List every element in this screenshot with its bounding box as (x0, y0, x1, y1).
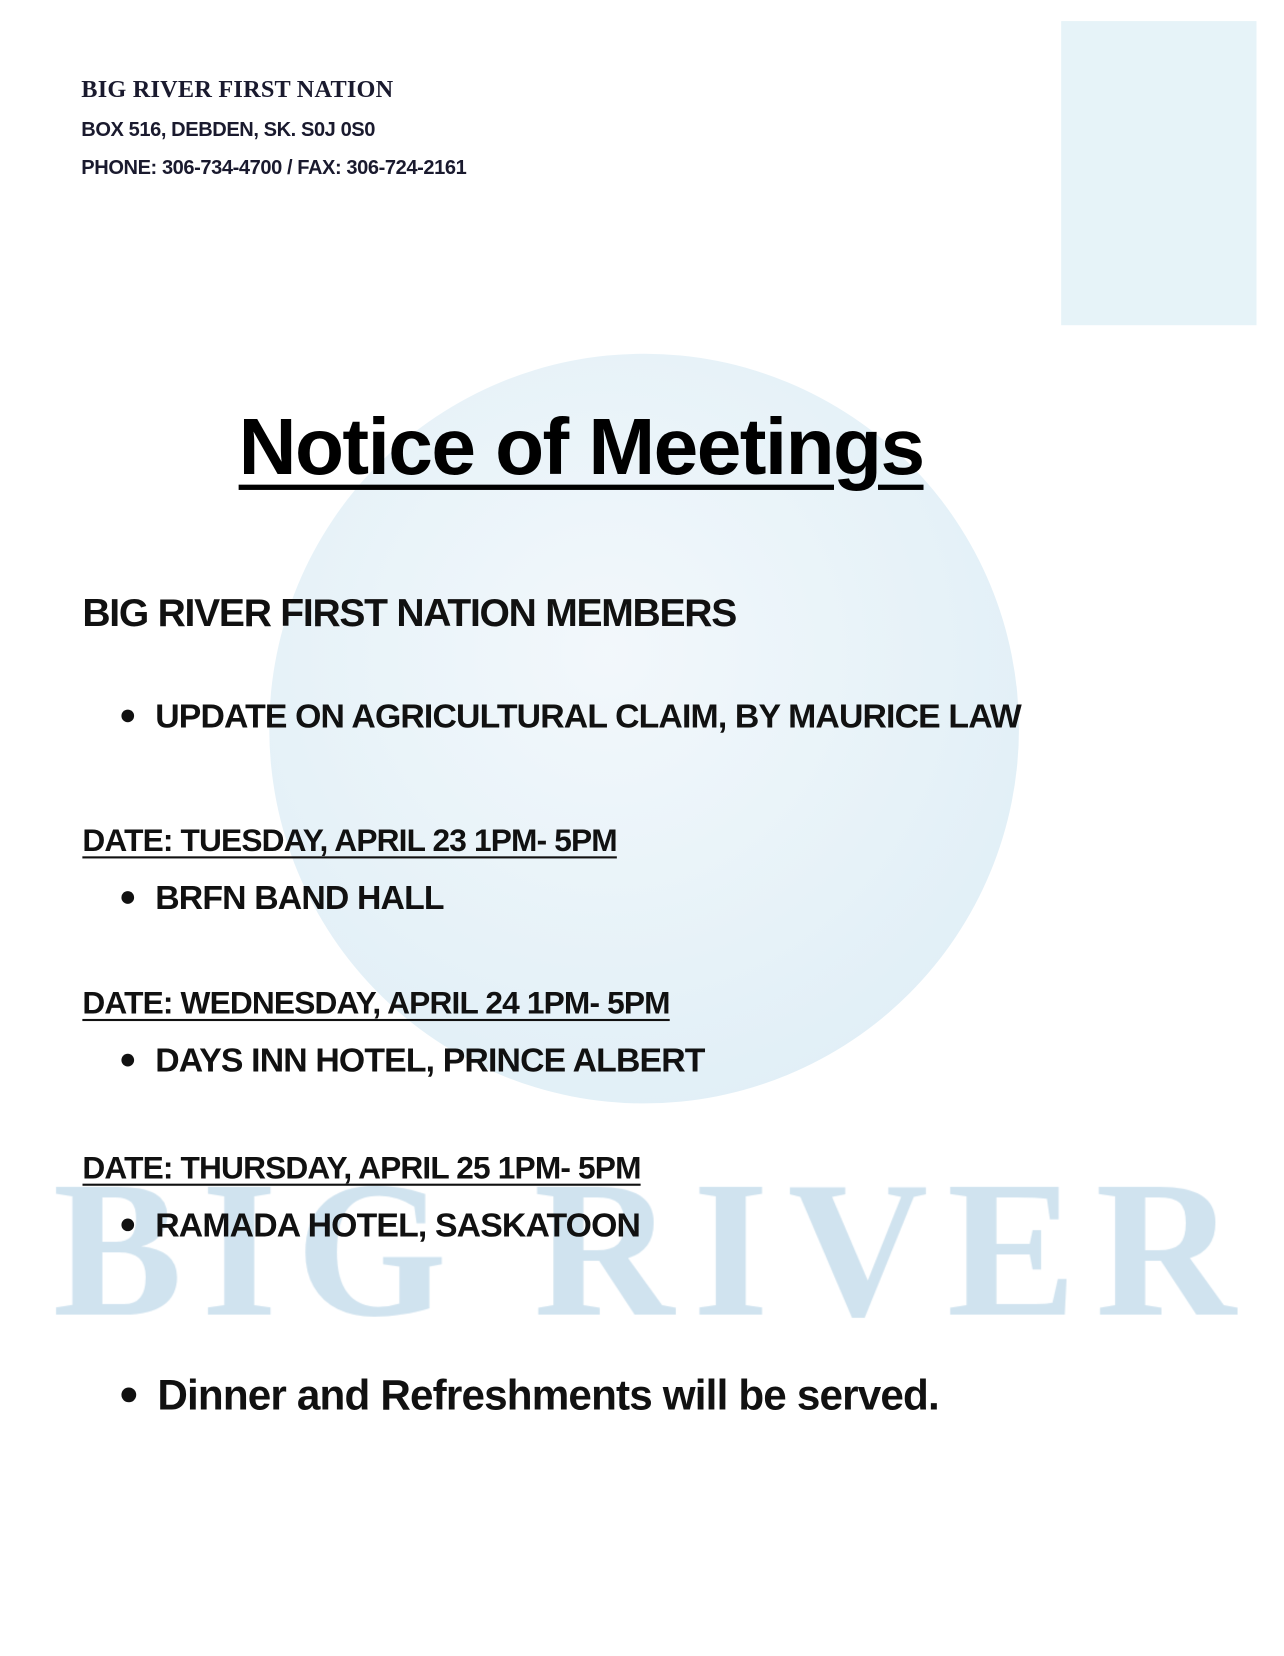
bullet-icon (121, 709, 134, 722)
org-address: BOX 516, DEBDEN, SK. S0J 0S0 (81, 119, 376, 142)
meeting-location-3 (121, 1206, 640, 1245)
topic-item (121, 697, 1021, 736)
org-name: BIG RIVER FIRST NATION (81, 76, 394, 103)
meeting-location-2 (121, 1041, 704, 1080)
refreshments-note (121, 1373, 938, 1421)
audience-heading: BIG RIVER FIRST NATION MEMBERS (82, 591, 737, 635)
bullet-icon (121, 1218, 134, 1231)
page-title: Notice of Meetings (238, 402, 924, 493)
meeting-date-2: DATE: WEDNESDAY, APRIL 24 1PM- 5PM (82, 986, 670, 1022)
topic-text: UPDATE ON AGRICULTURAL CLAIM, BY MAURICE LAW (155, 696, 1021, 735)
refreshments-text: Dinner and Refreshments will be served. (157, 1372, 939, 1420)
location-text: RAMADA HOTEL, SASKATOON (155, 1205, 641, 1244)
meeting-location-1 (121, 879, 443, 918)
bullet-icon (121, 1053, 134, 1066)
org-contact: PHONE: 306-734-4700 / FAX: 306-724-2161 (81, 157, 467, 180)
bullet-icon (121, 891, 134, 904)
location-text: DAYS INN HOTEL, PRINCE ALBERT (155, 1041, 705, 1080)
meeting-date-3: DATE: THURSDAY, APRIL 25 1PM- 5PM (82, 1150, 641, 1186)
meeting-date-1: DATE: TUESDAY, APRIL 23 1PM- 5PM (82, 823, 617, 859)
location-text: BRFN BAND HALL (155, 878, 444, 917)
letterhead-logo-strip (1061, 21, 1256, 325)
bullet-icon (121, 1388, 136, 1403)
